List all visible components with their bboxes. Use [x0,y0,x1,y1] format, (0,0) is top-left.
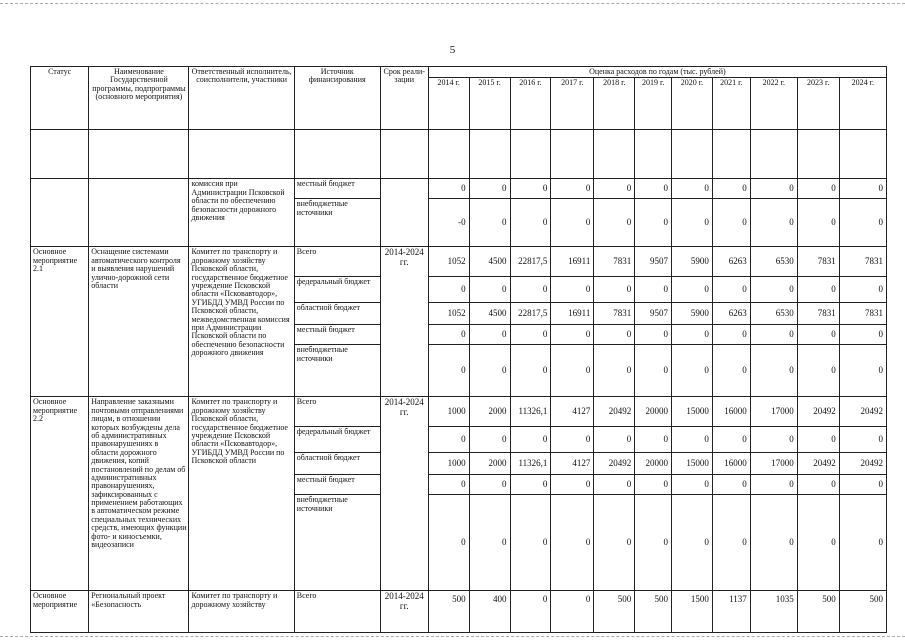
value-cell: 2000 [469,397,510,427]
source-cell: Всего [294,247,380,277]
value-cell: 0 [672,475,713,495]
value-cell: 0 [712,475,750,495]
value-cell: 0 [672,427,713,453]
value-cell: 16911 [551,247,594,277]
value-cell: 7831 [594,303,635,325]
value-cell: 1500 [672,591,713,633]
value-cell: 0 [750,277,797,303]
header-row [31,67,887,78]
value-cell: 7831 [797,303,839,325]
value-cell: 0 [594,427,635,453]
value-cell: 0 [510,427,551,453]
value-cell: 0 [797,179,839,199]
executor-cell: Комитет по транспорту и дорожному хозяйству Псковской области, государственное бюджетное учреждение Псковской области «Псковавтодор», УГИБДД УМВД России по Псковской области, межведомственная комиссия при Администрации Псковской области по обеспечению безопасности дорожного движения [189,247,294,397]
value-cell: 0 [428,325,469,345]
value-cell: 0 [839,427,886,453]
value-cell: 0 [839,179,886,199]
value-cell: 7831 [594,247,635,277]
value-cell: 0 [469,179,510,199]
value-cell: 0 [839,495,886,591]
value-cell: 0 [797,427,839,453]
value-cell: 0 [839,345,886,397]
value-cell: 0 [672,199,713,247]
value-cell: 0 [594,345,635,397]
spacer-row [31,130,887,179]
value-cell: 0 [635,325,672,345]
value-cell: 6263 [712,303,750,325]
value-cell: 4500 [469,247,510,277]
value-cell: 500 [428,591,469,633]
value-cell: 6530 [750,247,797,277]
value-cell: 7831 [797,247,839,277]
value-cell: 0 [712,277,750,303]
source-cell: местный бюджет [294,179,380,199]
value-cell: 0 [797,325,839,345]
value-cell: 0 [594,199,635,247]
value-cell: 0 [712,179,750,199]
header-costs: Оценка расходов по годам (тыс. рублей) [428,67,886,78]
year-header: 2014 г. [428,78,469,130]
value-cell: 1052 [428,303,469,325]
source-cell: внебюджетные источники [294,199,380,247]
value-cell: 0 [750,427,797,453]
header-term: Срок реали-зации [380,67,428,130]
value-cell: 0 [469,277,510,303]
value-cell: 0 [594,179,635,199]
value-cell: 1052 [428,247,469,277]
value-cell: 0 [712,325,750,345]
year-header: 2018 г. [594,78,635,130]
value-cell: 0 [551,591,594,633]
value-cell: 0 [551,199,594,247]
value-cell: 20492 [797,397,839,427]
value-cell: 0 [428,345,469,397]
value-cell: 0 [551,179,594,199]
value-cell: 20492 [594,397,635,427]
value-cell: 0 [839,199,886,247]
value-cell: 0 [839,475,886,495]
value-cell: 16911 [551,303,594,325]
status-cell [31,179,89,247]
value-cell: 1137 [712,591,750,633]
term-cell: 2014-2024 гг. [380,247,428,397]
table-row [31,179,887,199]
budget-table [30,66,887,633]
value-cell: 0 [712,427,750,453]
value-cell: 0 [750,179,797,199]
value-cell: 0 [635,179,672,199]
source-cell: областной бюджет [294,453,380,475]
value-cell: 0 [469,345,510,397]
source-cell: федеральный бюджет [294,277,380,303]
value-cell: 0 [672,179,713,199]
value-cell: 0 [750,345,797,397]
source-cell: внебюджетные источники [294,495,380,591]
year-header: 2022 г. [750,78,797,130]
value-cell: 20492 [594,453,635,475]
value-cell: 22817,5 [510,247,551,277]
value-cell: 0 [635,475,672,495]
value-cell: 0 [672,345,713,397]
value-cell: 0 [510,325,551,345]
year-header: 2023 г. [797,78,839,130]
value-cell: 11326,1 [510,453,551,475]
value-cell: 0 [428,427,469,453]
value-cell: 0 [635,495,672,591]
term-cell: 2014-2024 гг. [380,591,428,633]
value-cell: 20492 [797,453,839,475]
value-cell: 0 [551,325,594,345]
value-cell: 0 [594,277,635,303]
source-cell: федеральный бюджет [294,427,380,453]
year-header: 2015 г. [469,78,510,130]
table-body [31,130,887,633]
executor-cell: Комитет по транспорту и дорожному хозяйству [189,591,294,633]
value-cell: 500 [839,591,886,633]
header-source: Источник финансирования [294,67,380,130]
value-cell: 0 [510,495,551,591]
value-cell: 0 [428,475,469,495]
value-cell: 0 [635,427,672,453]
value-cell: 0 [469,475,510,495]
value-cell: 1035 [750,591,797,633]
status-cell: Основное мероприятие [31,591,89,633]
value-cell: 0 [469,325,510,345]
value-cell: 2000 [469,453,510,475]
value-cell: 0 [797,199,839,247]
status-cell: Основное мероприятие 2.2 [31,397,89,591]
year-header: 2020 г. [672,78,713,130]
year-header: 2021 г. [712,78,750,130]
value-cell: 400 [469,591,510,633]
value-cell: 0 [551,427,594,453]
value-cell: 5900 [672,303,713,325]
name-cell [89,179,189,247]
year-header: 2016 г. [510,78,551,130]
value-cell: 4500 [469,303,510,325]
value-cell: 0 [712,495,750,591]
value-cell: 9507 [635,247,672,277]
name-cell: Направление заказными почтовыми отправлениями лицам, в отношении которых возбуждены дела об административных правонарушениях в области дорожного движения, копий постановлений по делам об административных правонарушениях, зафиксированных с применением работающих в автоматическом режиме специальных технических средств, имеющих функции фото- и киносъемки, видеозаписи [89,397,189,591]
table-row [31,397,887,427]
value-cell: 500 [797,591,839,633]
source-cell: Всего [294,397,380,427]
value-cell: 0 [510,345,551,397]
value-cell: 0 [750,475,797,495]
source-cell: местный бюджет [294,475,380,495]
year-header: 2017 г. [551,78,594,130]
value-cell: 16000 [712,397,750,427]
value-cell: 1000 [428,453,469,475]
value-cell: 0 [797,345,839,397]
value-cell: 5900 [672,247,713,277]
value-cell: 0 [672,495,713,591]
year-header: 2024 г. [839,78,886,130]
scan-edge-top [0,0,905,4]
value-cell: 0 [594,325,635,345]
value-cell: 9507 [635,303,672,325]
table-row [31,247,887,277]
scan-edge-bottom [0,636,905,638]
value-cell: 4127 [551,397,594,427]
value-cell: 0 [510,475,551,495]
source-cell: Всего [294,591,380,633]
value-cell: 0 [594,495,635,591]
value-cell: 0 [712,345,750,397]
term-cell: 2014-2024 гг. [380,397,428,591]
value-cell: 500 [594,591,635,633]
value-cell: 15000 [672,397,713,427]
value-cell: 0 [428,179,469,199]
value-cell: 0 [551,277,594,303]
name-cell: Оснащение системами автоматического контроля и выявления нарушений улично-дорожной сети области [89,247,189,397]
value-cell: 20492 [839,453,886,475]
value-cell: 0 [469,427,510,453]
value-cell: 4127 [551,453,594,475]
value-cell: 16000 [712,453,750,475]
value-cell: 1000 [428,397,469,427]
value-cell: 20000 [635,453,672,475]
value-cell: 20000 [635,397,672,427]
term-cell [380,179,428,247]
value-cell: 0 [428,277,469,303]
value-cell: 0 [510,179,551,199]
value-cell: 0 [551,475,594,495]
value-cell: 15000 [672,453,713,475]
year-header: 2019 г. [635,78,672,130]
value-cell: 0 [839,325,886,345]
value-cell: 22817,5 [510,303,551,325]
value-cell: 0 [797,475,839,495]
value-cell: 0 [797,277,839,303]
value-cell: 0 [510,199,551,247]
source-cell: внебюджетные источники [294,345,380,397]
value-cell: 0 [839,277,886,303]
value-cell: 0 [672,325,713,345]
executor-cell: комиссия при Администрации Псковской области по обеспечению безопасности дорожного движения [189,179,294,247]
value-cell: 0 [635,345,672,397]
value-cell: 0 [469,199,510,247]
value-cell: 6263 [712,247,750,277]
value-cell: 0 [635,277,672,303]
value-cell: 0 [428,495,469,591]
value-cell: 0 [750,495,797,591]
value-cell: 20492 [839,397,886,427]
value-cell: 0 [551,345,594,397]
value-cell: 0 [712,199,750,247]
status-cell: Основное мероприятие 2.1 [31,247,89,397]
value-cell: 7831 [839,303,886,325]
header-executor: Ответственный исполнитель, соисполнители, участники [189,67,294,130]
value-cell: 6530 [750,303,797,325]
value-cell: 7831 [839,247,886,277]
value-cell: 0 [551,495,594,591]
value-cell: 17000 [750,453,797,475]
value-cell: 0 [469,495,510,591]
name-cell: Региональный проект «Безопасность [89,591,189,633]
value-cell: 0 [510,277,551,303]
value-cell: 0 [750,325,797,345]
header-status: Статус [31,67,89,130]
value-cell: 0 [510,591,551,633]
value-cell: -0 [428,199,469,247]
source-cell: местный бюджет [294,325,380,345]
value-cell: 500 [635,591,672,633]
table-row [31,591,887,633]
value-cell: 17000 [750,397,797,427]
page-number: 5 [449,44,456,56]
value-cell: 0 [672,277,713,303]
value-cell: 0 [635,199,672,247]
value-cell: 11326,1 [510,397,551,427]
executor-cell: Комитет по транспорту и дорожному хозяйству Псковской области, государственное бюджетное учреждение Псковской области «Псковавтодор», УГИБДД УМВД России по Псковской области [189,397,294,591]
value-cell: 0 [750,199,797,247]
header-name: Наименование Государственной программы, подпрограммы (основного мероприятия) [89,67,189,130]
value-cell: 0 [797,495,839,591]
value-cell: 0 [594,475,635,495]
source-cell: областной бюджет [294,303,380,325]
